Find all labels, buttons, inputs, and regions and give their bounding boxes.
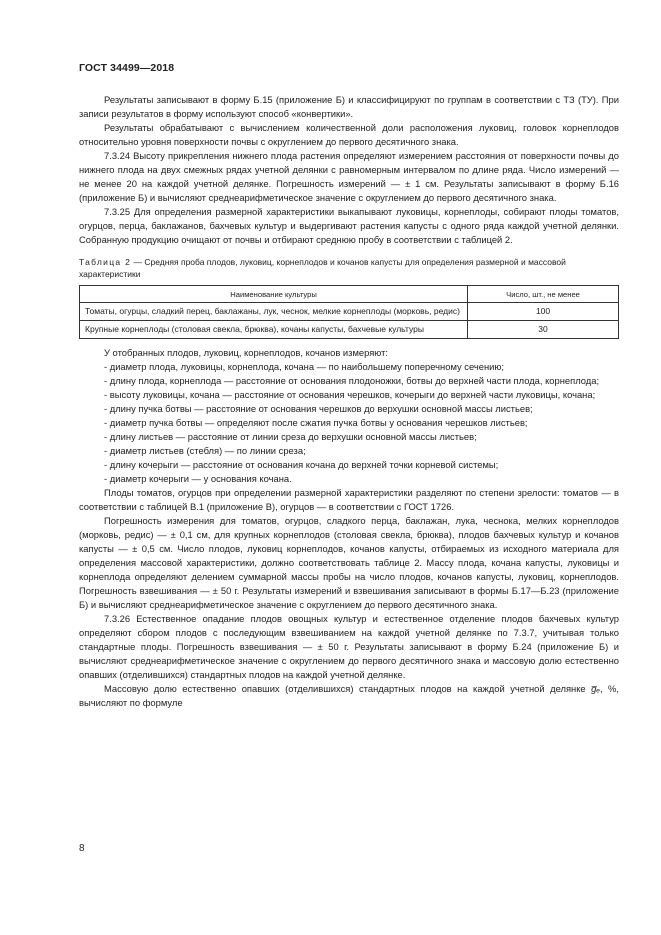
paragraph-7-3-25: 7.3.25 Для определения размерной характеристики выкапывают луковицы, корнеплоды, собирают плоды томатов, огурцов, перца, баклажанов, бахчевых культур и выдергивают растения капусты с одного ряда каждой учетной делянки. Собранную продукцию очищают от почвы и отбирают среднюю пробу в соответствии с таблицей 2.: [79, 206, 619, 245]
paragraph: Плоды томатов, огурцов при определении размерной характеристики разделяют по степени зрелости: томатов — в соответствии с таблицей В.1 (приложение В), огурцов — в соответствии с ГОСТ 1726.: [79, 487, 619, 512]
table-cell-culture: Крупные корнеплоды (столовая свекла, брюква), кочаны капусты, бахчевые культуры: [80, 321, 468, 339]
table-row: [80, 321, 619, 339]
paragraph-7-3-26: 7.3.26 Естественное опадание плодов овощных культур и естественное отделение плодов бахчевых культур определяют сбором плодов с последующим взвешиванием на каждой учетной делянке по 7.3.7, учитывая только стандартные плоды. Погрешность взвешивания — ± 50 г. Результаты записывают в форму Б.24 (приложение Б) и вычисляют среднеарифметическое значение с округлением до первого десятичного знака и массовую долю естественно опавших (отделившихся) стандартных плодов на каждой учетной делянке.: [79, 613, 619, 680]
paragraph: Результаты обрабатывают с вычислением количественной доли расположения луковиц, головок корнеплодов относительно уровня поверхности почвы с округлением до первого десятичного знака.: [79, 122, 619, 147]
measure-intro: У отобранных плодов, луковиц, корнеплодов, кочанов измеряют:: [104, 347, 389, 358]
list-item: - длину кочерыги — расстояние от основания кочана до верхней точки корневой системы;: [104, 459, 499, 470]
table-cell-count: 30: [468, 321, 619, 339]
column-header-culture: Наименование культуры: [80, 286, 468, 303]
list-item: - длину плода, корнеплода — расстояние от основания плодоножки, ботвы до верхней части плода, корнеплода;: [104, 375, 600, 386]
paragraph-text: , %, вычисляют по формуле: [79, 683, 619, 708]
paragraph: Результаты записывают в форму Б.15 (приложение Б) и классифицируют по группам в соответствии с ТЗ (ТУ). При записи результатов в форму используют способ «конвертики».: [79, 94, 619, 119]
table-caption-text: — Средняя проба плодов, луковиц, корнеплодов и кочанов капусты для определения размерной и массовой характеристики: [79, 257, 566, 279]
paragraph: Погрешность измерения для томатов, огурцов, сладкого перца, баклажан, лука, чеснока, мелких корнеплодов (морковь, редис) — ± 0,1 см, для крупных корнеплодов (столовая свекла, брюква), плодов бахчевых культур и кочанов капусты — ± 0,5 см. Число плодов, луковиц корнеплодов, кочанов капусты, отбираемых из исходного материала для определения массовой характеристики, должно соответствовать таблице 2. Массу плода, кочана капусты, луковицы и корнеплода определяют делением суммарной массы пробы на число плодов, кочанов капусты, луковиц, корнеплодов. Погрешность взвешивания — ± 50 г. Результаты измерений и взвешивания записывают в формы Б.17—Б.23 (приложение Б) и вычисляют среднеарифметическое значение с округлением до первого десятичного знака.: [79, 515, 619, 610]
table-label: Таблица 2: [79, 257, 132, 267]
sample-table: [79, 285, 619, 339]
list-item: - высоту луковицы, кочана — расстояние от основания черешков, кочерыги до верхней части луковицы, кочана;: [104, 389, 596, 400]
paragraph-text: Массовую долю естественно опавших (отделившихся) стандартных плодов на каждой учетной делянке: [104, 683, 592, 694]
table-header-row: [80, 286, 619, 303]
list-item: - длину пучка ботвы — расстояние от основания черешков до верхушки основной массы листьев;: [104, 403, 533, 414]
table-row: [80, 303, 619, 321]
list-item: - диаметр листьев (стебля) — по линии среза;: [104, 445, 306, 456]
page-number: 8: [79, 843, 85, 854]
list-item: - диаметр плода, луковицы, корнеплода, кочана — по наибольшему поперечному сечению;: [104, 361, 505, 372]
table-cell-count: 100: [468, 303, 619, 321]
list-item: - диаметр кочерыги — у основания кочана.: [104, 473, 292, 484]
list-item: - диаметр пучка ботвы — определяют после сжатия пучка ботвы у основания черешков листьев;: [104, 417, 528, 428]
document-header: ГОСТ 34499—2018: [79, 62, 175, 74]
list-item: - длину листьев — расстояние от линии среза до верхушки основной массы листьев;: [104, 431, 477, 442]
paragraph-formula-intro: [79, 682, 619, 710]
column-header-count: Число, шт., не менее: [468, 286, 619, 303]
formula-symbol: g̅ₑ: [591, 683, 600, 694]
page-content: [79, 93, 619, 710]
paragraph-7-3-24: 7.3.24 Высоту прикрепления нижнего плода растения определяют измерением расстояния от поверхности почвы до нижнего плода на двух смежных рядах учетной делянки с равномерным интервалом по длине ряда. Число измерений — не менее 20 на каждой учетной делянке. Погрешность измерений — ± 1 см. Результаты записывают в форму Б.16 (приложение Б) и вычисляют среднеарифметическое значение с округлением до первого десятичного знака.: [79, 150, 619, 203]
table-cell-culture: Томаты, огурцы, сладкий перец, баклажаны, лук, чеснок, мелкие корнеплоды (морковь, редис): [80, 303, 468, 321]
table-caption: [79, 256, 619, 280]
